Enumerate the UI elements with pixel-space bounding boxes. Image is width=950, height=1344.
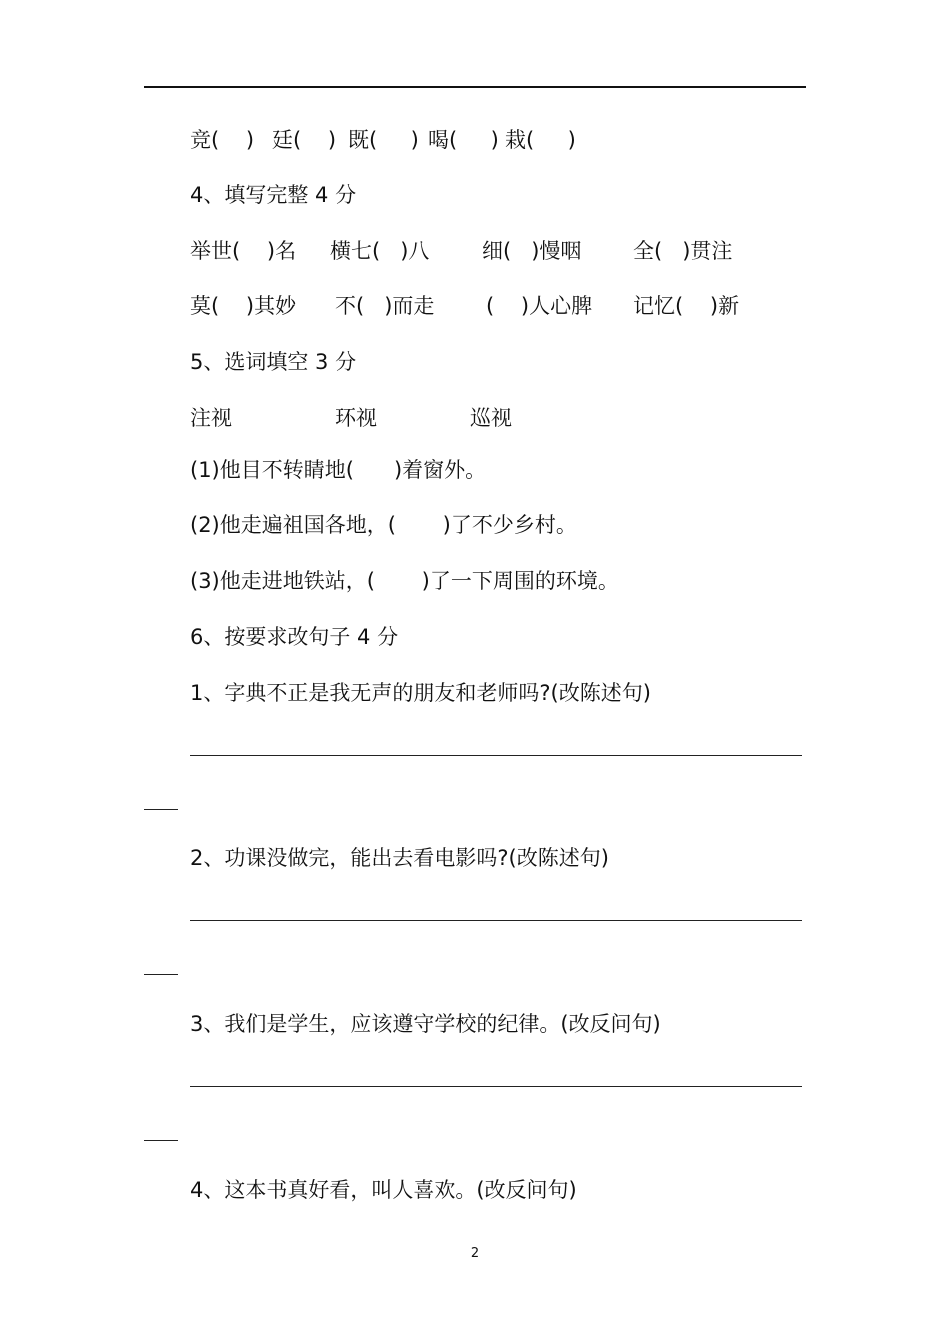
rewrite-question: 1、字典不正是我无声的朋友和老师吗?(改陈述句)	[190, 681, 651, 705]
idiom-item: 莫( )其妙	[190, 294, 297, 318]
idiom-item: 不( )而走	[335, 294, 435, 318]
idiom-item: 横七( )八	[330, 239, 430, 263]
word-option: 巡视	[470, 406, 512, 430]
answer-line-tail	[144, 809, 178, 810]
rewrite-question: 2、功课没做完，能出去看电影吗?(改陈述句)	[190, 846, 609, 870]
word-option: 注视	[190, 406, 232, 430]
fill-sentence: (3)他走进地铁站，( )了一下周围的环境。	[190, 569, 619, 593]
q6-heading: 6、按要求改句子 4 分	[190, 625, 399, 649]
char-item: 竞( )	[190, 128, 255, 152]
fill-sentence: (2)他走遍祖国各地，( )了不少乡村。	[190, 513, 577, 537]
char-item: 喝( )	[428, 128, 499, 152]
rewrite-question: 4、这本书真好看，叫人喜欢。(改反问句)	[190, 1178, 577, 1202]
char-item: 廷( )	[272, 128, 337, 152]
q5-heading: 5、选词填空 3 分	[190, 350, 357, 374]
answer-line[interactable]	[190, 755, 802, 756]
idiom-item: ( )人心脾	[486, 294, 593, 318]
idiom-item: 举世( )名	[190, 239, 297, 263]
header-rule	[144, 86, 806, 88]
answer-line-tail	[144, 974, 178, 975]
idiom-item: 全( )贯注	[633, 239, 733, 263]
fill-sentence: (1)他目不转睛地( )着窗外。	[190, 458, 487, 482]
page-number: 2	[470, 1246, 480, 1261]
answer-line[interactable]	[190, 920, 802, 921]
word-option: 环视	[335, 406, 377, 430]
idiom-item: 记忆( )新	[633, 294, 740, 318]
idiom-item: 细( )慢咽	[482, 239, 582, 263]
q4-heading: 4、填写完整 4 分	[190, 183, 357, 207]
rewrite-question: 3、我们是学生，应该遵守学校的纪律。(改反问句)	[190, 1012, 661, 1036]
answer-line[interactable]	[190, 1086, 802, 1087]
char-item: 栽( )	[505, 128, 576, 152]
answer-line-tail	[144, 1140, 178, 1141]
char-item: 既( )	[348, 128, 419, 152]
